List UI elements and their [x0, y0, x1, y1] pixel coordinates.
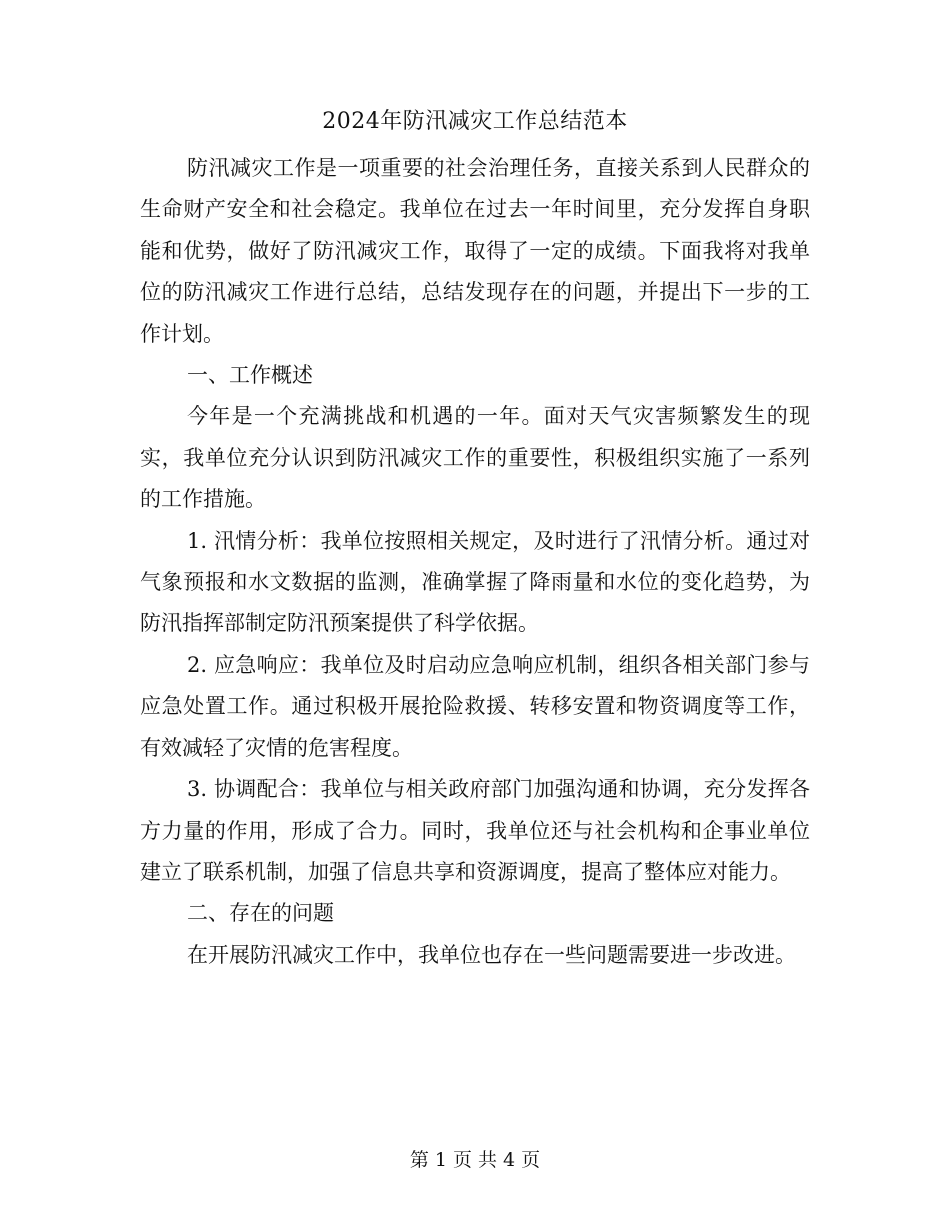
page-footer: 第 1 页 共 4 页: [409, 1149, 541, 1171]
document-title: 2024年防汛减灾工作总结范本: [322, 109, 628, 134]
list-item-coordination: 3. 协调配合：我单位与相关政府部门加强沟通和协调，充分发挥各方力量的作用，形成了合力。同时，我单位还与社会机构和企事业单位建立了联系机制，加强了信息共享和资源调度，提高了整体应对能力。: [140, 777, 810, 884]
paragraph-overview: 今年是一个充满挑战和机遇的一年。面对天气灾害频繁发生的现实，我单位充分认识到防汛减灾工作的重要性，积极组织实施了一系列的工作措施。: [140, 404, 810, 512]
paragraph-intro: 防汛减灾工作是一项重要的社会治理任务，直接关系到人民群众的生命财产安全和社会稳定。我单位在过去一年时间里，充分发挥自身职能和优势，做好了防汛减灾工作，取得了一定的成绩。下面我将对我单位的防汛减灾工作进行总结，总结发现存在的问题，并提出下一步的工作计划。: [140, 156, 810, 346]
section-heading-overview: 一、工作概述: [187, 363, 313, 388]
section-heading-problems: 二、存在的问题: [187, 901, 334, 926]
paragraph-problems: 在开展防汛减灾工作中，我单位也存在一些问题需要进一步改进。: [187, 942, 796, 967]
list-item-flood-analysis: 1. 汛情分析：我单位按照相关规定，及时进行了汛情分析。通过对气象预报和水文数据的监测，准确掌握了降雨量和水位的变化趋势，为防汛指挥部制定防汛预案提供了科学依据。: [140, 528, 810, 636]
document-body: [140, 148, 810, 976]
list-item-emergency-response: 2. 应急响应：我单位及时启动应急响应机制，组织各相关部门参与应急处置工作。通过积极开展抢险救援、转移安置和物资调度等工作，有效减轻了灾情的危害程度。: [140, 652, 810, 760]
